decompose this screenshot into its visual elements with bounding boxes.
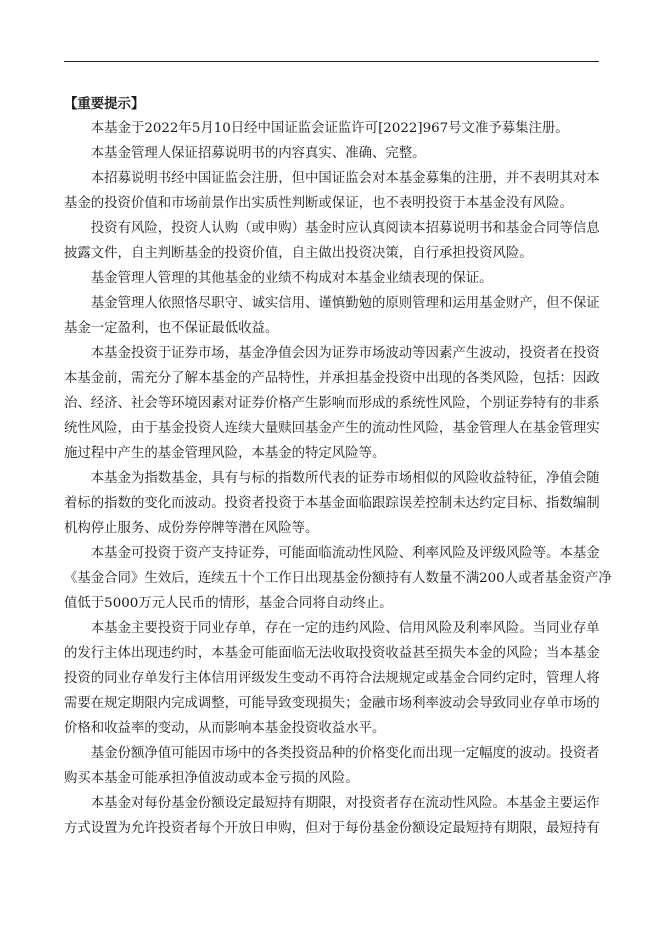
paragraph-line: 本基金主要投资于同业存单，存在一定的违约风险、信用风险及利率风险。当同业存单	[90, 621, 600, 636]
paragraph	[64, 166, 599, 216]
paragraph-line: 的发行主体出现违约时，本基金可能面临无法收取投资收益甚至损失本金的风险；当本基金	[64, 646, 600, 661]
paragraph-line: 价格和收益率的变动，从而影响本基金投资收益水平。	[64, 721, 386, 736]
paragraph	[64, 791, 599, 841]
paragraph-line: 需要在规定期限内完成调整，可能导致变现损失；金融市场利率波动会导致同业存单市场的	[64, 696, 600, 711]
paragraph-line: 统性风险，由于基金投资人连续大量赎回基金产生的流动性风险，基金管理人在基金管理实	[64, 421, 600, 436]
paragraph-line: 本基金投资于证券市场，基金净值会因为证券市场波动等因素产生波动，投资者在投资	[90, 346, 600, 361]
paragraph-line: 本基金于2022年5月10日经中国证监会证监许可[2022]967号文准予募集注册。	[90, 121, 569, 136]
paragraph-line: 本基金前，需充分了解本基金的产品特性，并承担基金投资中出现的各类风险，包括：因政	[64, 371, 600, 386]
paragraph-line: 本招募说明书经中国证监会注册，但中国证监会对本基金募集的注册，并不表明其对本	[90, 171, 600, 186]
paragraph	[64, 266, 599, 291]
paragraph-line: 基金管理人依照恪尽职守、诚实信用、谨慎勤勉的原则管理和运用基金财产，但不保证	[90, 296, 600, 311]
paragraph-line: 本基金对每份基金份额设定最短持有期限，对投资者存在流动性风险。本基金主要运作	[90, 796, 600, 811]
paragraph-line: 本基金可投资于资产支持证券，可能面临流动性风险、利率风险及评级风险等。本基金	[90, 546, 600, 561]
paragraph-list	[64, 116, 612, 841]
paragraph-line: 基金一定盈利，也不保证最低收益。	[64, 321, 279, 336]
paragraph-line: 本基金管理人保证招募说明书的内容真实、准确、完整。	[90, 146, 426, 161]
paragraph-line: 基金管理人管理的其他基金的业绩不构成对本基金业绩表现的保证。	[90, 271, 493, 286]
paragraph-line: 披露文件，自主判断基金的投资价值，自主做出投资决策，自行承担投资风险。	[64, 246, 533, 261]
paragraph-line: 治、经济、社会等环境因素对证券价格产生影响而形成的系统性风险，个别证券特有的非系	[64, 396, 600, 411]
paragraph-line: 着标的指数的变化而波动。投资者投资于本基金面临跟踪误差控制未达约定目标、指数编制	[64, 496, 600, 511]
paragraph-line: 《基金合同》生效后，连续五十个工作日出现基金份额持有人数量不满200人或者基金资产净	[64, 571, 612, 586]
paragraph-line: 机构停止服务、成份券停牌等潜在风险等。	[64, 521, 319, 536]
document-body	[64, 92, 612, 841]
paragraph	[64, 141, 599, 166]
header-rule	[64, 61, 599, 62]
paragraph-line: 基金份额净值可能因市场中的各类投资品种的价格变化而出现一定幅度的波动。投资者	[90, 746, 600, 761]
paragraph	[64, 466, 599, 541]
paragraph	[64, 741, 599, 791]
paragraph-line: 值低于5000万元人民币的情形，基金合同将自动终止。	[64, 596, 393, 611]
paragraph-line: 基金的投资价值和市场前景作出实质性判断或保证，也不表明投资于本基金没有风险。	[64, 196, 573, 211]
paragraph	[64, 341, 599, 466]
paragraph	[64, 291, 599, 341]
paragraph	[64, 216, 599, 266]
paragraph	[64, 116, 599, 141]
paragraph	[64, 616, 599, 741]
paragraph-line: 施过程中产生的基金管理风险，本基金的特定风险等。	[64, 446, 386, 461]
paragraph-line: 购买本基金可能承担净值波动或本金亏损的风险。	[64, 771, 359, 786]
section-heading: 【重要提示】	[64, 96, 145, 112]
paragraph-line: 投资的同业存单发行主体信用评级发生变动不再符合法规规定或基金合同约定时，管理人将	[64, 671, 600, 686]
paragraph-line: 方式设置为允许投资者每个开放日申购，但对于每份基金份额设定最短持有期限，最短持有	[64, 821, 600, 836]
paragraph-line: 本基金为指数基金，具有与标的指数所代表的证券市场相似的风险收益特征，净值会随	[90, 471, 600, 486]
paragraph-line: 投资有风险，投资人认购（或申购）基金时应认真阅读本招募说明书和基金合同等信息	[90, 221, 600, 236]
paragraph	[64, 541, 612, 616]
